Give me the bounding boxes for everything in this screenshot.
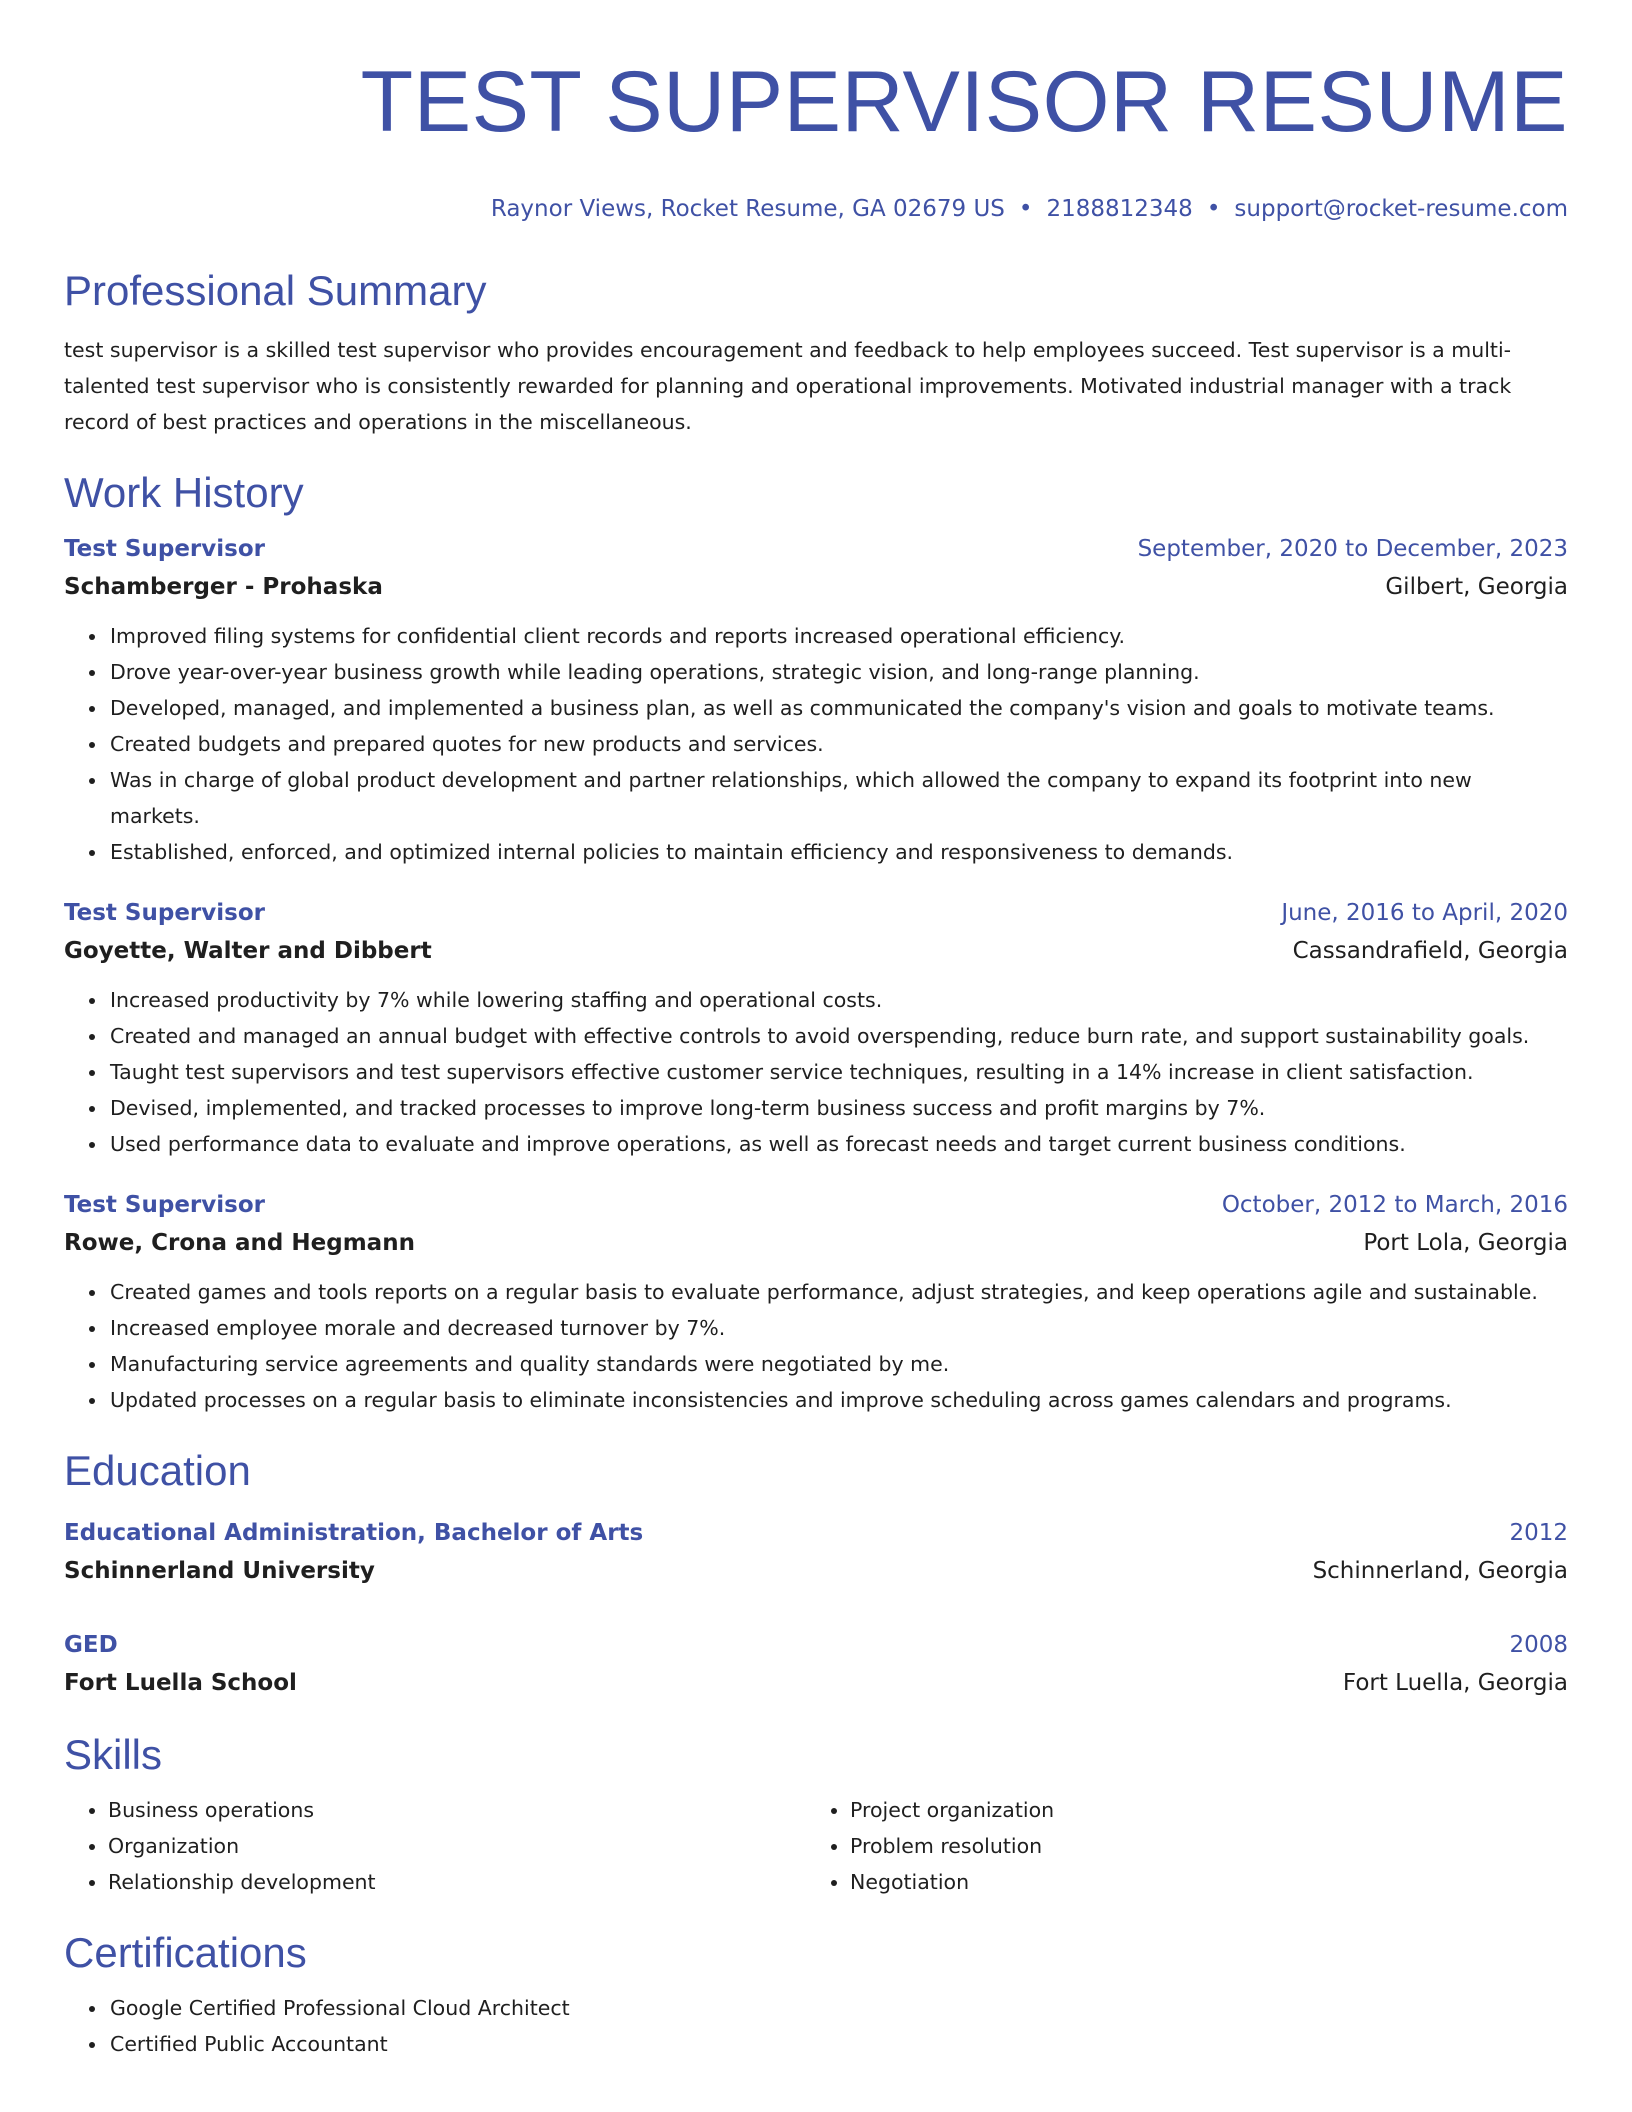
job-title: Test Supervisor bbox=[64, 900, 265, 926]
job-duty: • Created games and tools reports on a regular basis to evaluate performance, adjust strategies, and keep operations agile and sustainable. bbox=[108, 1274, 1568, 1310]
skill-item: • Organization bbox=[108, 1828, 806, 1864]
skills-column-left bbox=[64, 1792, 806, 1900]
job-duty: • Updated processes on a regular basis to eliminate inconsistencies and improve scheduling across games calendars and programs. bbox=[108, 1382, 1568, 1418]
education-year: 2012 bbox=[1509, 1520, 1568, 1546]
summary-text: test supervisor is a skilled test supervisor who provides encouragement and feedback to help employees succeed. Test supervisor is a multi-talented test supervisor who is consistently rewarded for planning and operational improvements. Motivated industrial manager with a track record of best practices and operations in the miscellaneous. bbox=[64, 338, 1512, 434]
education-school: Fort Luella School bbox=[64, 1670, 297, 1696]
work-history-heading: Work History bbox=[64, 469, 304, 516]
job-dates: September, 2020 to December, 2023 bbox=[1137, 536, 1568, 562]
job-location: Gilbert, Georgia bbox=[1385, 574, 1568, 600]
skills-list bbox=[64, 1792, 1568, 1900]
job-duty: • Was in charge of global product development and partner relationships, which allowed the company to expand its footprint into new markets. bbox=[108, 762, 1568, 834]
job-duties bbox=[64, 618, 1568, 870]
education-list bbox=[64, 1514, 1568, 1702]
certification-item: • Google Certified Professional Cloud Architect bbox=[108, 1990, 1568, 2026]
contact-email: support@rocket-resume.com bbox=[1234, 196, 1568, 222]
job-duties bbox=[64, 982, 1568, 1162]
job-dates: October, 2012 to March, 2016 bbox=[1221, 1192, 1568, 1218]
job-duty: • Improved filing systems for confidential client records and reports increased operational efficiency. bbox=[108, 618, 1568, 654]
skill-item: • Project organization bbox=[850, 1792, 1548, 1828]
skill-item: • Business operations bbox=[108, 1792, 806, 1828]
contact-line bbox=[64, 194, 1568, 224]
education-entry bbox=[64, 1626, 1568, 1702]
contact-phone: 2188812348 bbox=[1046, 196, 1193, 222]
job-duty: • Developed, managed, and implemented a business plan, as well as communicated the company's vision and goals to motivate teams. bbox=[108, 690, 1568, 726]
job-title: Test Supervisor bbox=[64, 536, 265, 562]
education-heading: Education bbox=[64, 1447, 251, 1494]
education-degree: GED bbox=[64, 1632, 118, 1658]
job-company: Goyette, Walter and Dibbert bbox=[64, 938, 432, 964]
job-duty: • Manufacturing service agreements and quality standards were negotiated by me. bbox=[108, 1346, 1568, 1382]
skill-item: • Relationship development bbox=[108, 1864, 806, 1900]
job-duties bbox=[64, 1274, 1568, 1418]
work-history-list bbox=[64, 530, 1568, 1418]
job-location: Port Lola, Georgia bbox=[1363, 1230, 1568, 1256]
job-duty: • Taught test supervisors and test supervisors effective customer service techniques, resulting in a 14% increase in client satisfaction. bbox=[108, 1054, 1568, 1090]
job-duty: • Created budgets and prepared quotes for new products and services. bbox=[108, 726, 1568, 762]
skills-heading: Skills bbox=[64, 1731, 163, 1778]
job-entry bbox=[64, 1186, 1568, 1418]
job-entry bbox=[64, 894, 1568, 1162]
education-degree: Educational Administration, Bachelor of Arts bbox=[64, 1520, 644, 1546]
job-duty: • Used performance data to evaluate and improve operations, as well as forecast needs and target current business conditions. bbox=[108, 1126, 1568, 1162]
contact-separator: • bbox=[1018, 196, 1033, 222]
job-company: Rowe, Crona and Hegmann bbox=[64, 1230, 415, 1256]
job-dates: June, 2016 to April, 2020 bbox=[1281, 900, 1568, 926]
job-duty: • Devised, implemented, and tracked processes to improve long-term business success and profit margins by 7%. bbox=[108, 1090, 1568, 1126]
job-company: Schamberger - Prohaska bbox=[64, 574, 383, 600]
contact-separator: • bbox=[1206, 196, 1221, 222]
education-location: Fort Luella, Georgia bbox=[1342, 1670, 1568, 1696]
job-duty: • Created and managed an annual budget with effective controls to avoid overspending, reduce burn rate, and support sustainability goals. bbox=[108, 1018, 1568, 1054]
job-location: Cassandrafield, Georgia bbox=[1292, 938, 1568, 964]
education-year: 2008 bbox=[1509, 1632, 1568, 1658]
job-duty: • Increased employee morale and decreased turnover by 7%. bbox=[108, 1310, 1568, 1346]
certification-item: • Certified Public Accountant bbox=[108, 2026, 1568, 2062]
certifications-list bbox=[64, 1990, 1568, 2062]
education-entry bbox=[64, 1514, 1568, 1590]
resume-name: TEST SUPERVISOR RESUME bbox=[360, 54, 1568, 150]
job-duty: • Drove year-over-year business growth while leading operations, strategic vision, and long-range planning. bbox=[108, 654, 1568, 690]
skills-column-right bbox=[806, 1792, 1548, 1900]
summary-heading: Professional Summary bbox=[64, 267, 487, 314]
certifications-heading: Certifications bbox=[64, 1929, 307, 1976]
job-title: Test Supervisor bbox=[64, 1192, 265, 1218]
job-duty: • Increased productivity by 7% while lowering staffing and operational costs. bbox=[108, 982, 1568, 1018]
job-duty: • Established, enforced, and optimized internal policies to maintain efficiency and responsiveness to demands. bbox=[108, 834, 1568, 870]
education-school: Schinnerland University bbox=[64, 1558, 375, 1584]
job-entry bbox=[64, 530, 1568, 870]
education-location: Schinnerland, Georgia bbox=[1312, 1558, 1568, 1584]
contact-address: Raynor Views, Rocket Resume, GA 02679 US bbox=[490, 196, 1005, 222]
resume-header bbox=[64, 0, 1568, 224]
skill-item: • Problem resolution bbox=[850, 1828, 1548, 1864]
skill-item: • Negotiation bbox=[850, 1864, 1548, 1900]
